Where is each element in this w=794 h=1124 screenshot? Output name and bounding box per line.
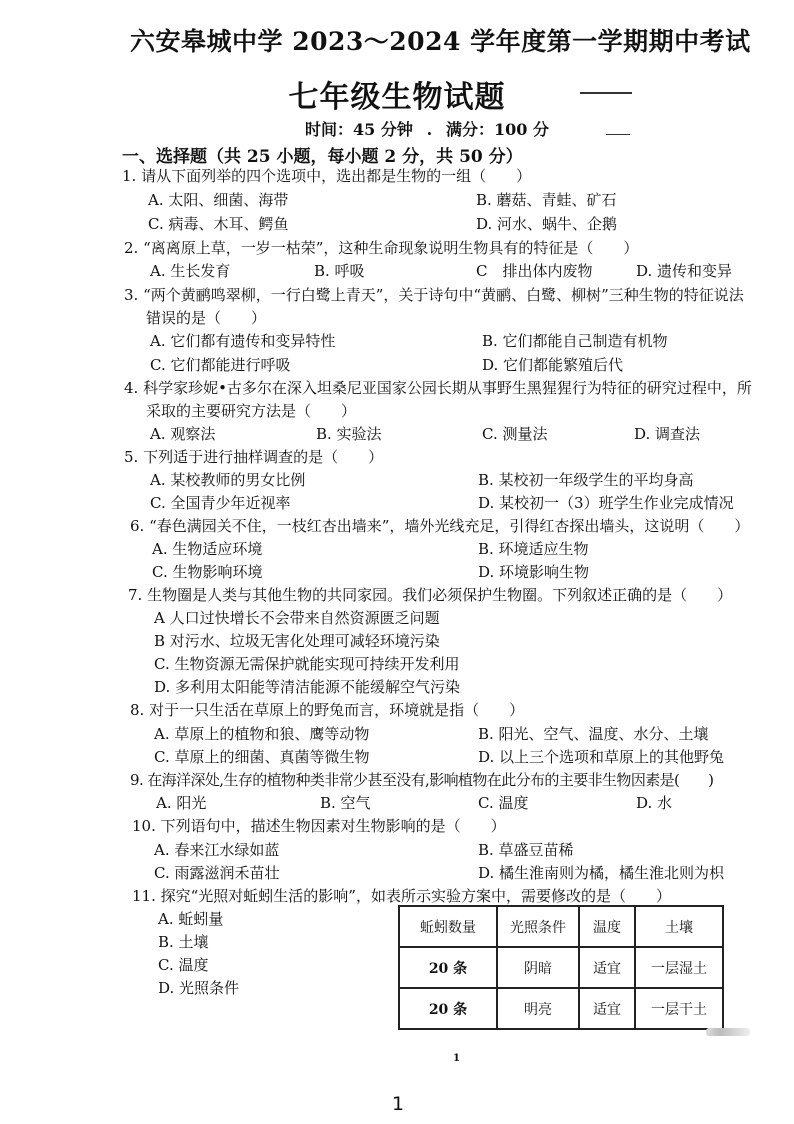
- question-option: C. 温度: [478, 794, 529, 812]
- scanned-page-number: 1: [453, 1053, 460, 1064]
- scan-artifact-line: [580, 92, 632, 94]
- question-option: C 排出体内废物: [476, 262, 593, 280]
- table-row: [399, 988, 723, 1029]
- table-header-cell: 土壤: [635, 906, 723, 947]
- question-option: A. 太阳、细菌、海带: [148, 191, 289, 209]
- table-row: [399, 947, 723, 988]
- question-option: C. 温度: [158, 956, 209, 974]
- table-cell: 一层干土: [635, 988, 723, 1029]
- question-stem: 10. 下列语句中，描述生物因素对生物影响的是（ ）: [132, 817, 506, 835]
- table-cell: 20 条: [399, 988, 497, 1029]
- table-cell: 明亮: [497, 988, 579, 1029]
- question-stem: 8. 对于一只生活在草原上的野兔而言，环境就是指（ ）: [130, 701, 525, 719]
- question-option: D. 调查法: [634, 425, 701, 443]
- section-title: 一、选择题（共 25 小题，每小题 2 分，共 50 分）: [122, 147, 523, 167]
- question-option: B. 它们都能自己制造有机物: [482, 332, 668, 350]
- table-cell: 适宜: [579, 947, 635, 988]
- question-option: D. 它们都能繁殖后代: [482, 356, 624, 374]
- question-stem: 1. 请从下面列举的四个选项中，选出都是生物的一组（ ）: [122, 167, 532, 185]
- experiment-table: [398, 905, 724, 1030]
- question-option: A. 阳光: [156, 794, 207, 812]
- question-option: D. 以上三个选项和草原上的其他野兔: [478, 748, 725, 766]
- question-stem: 7. 生物圈是人类与其他生物的共同家园。我们必须保护生物圈。下列叙述正确的是（ ）: [128, 586, 733, 604]
- question-option: D. 水: [636, 794, 673, 812]
- table-cell: 20 条: [399, 947, 497, 988]
- question-option: B. 某校初一年级学生的平均身高: [478, 471, 694, 489]
- question-stem: 3. “两个黄鹂鸣翠柳，一行白鹭上青天”，关于诗句中“黄鹂、白鹭、柳树”三种生物的特征说法: [124, 286, 744, 304]
- question-option: D. 橘生淮南则为橘，橘生淮北则为枳: [478, 864, 725, 882]
- scan-smudge: [706, 1028, 750, 1036]
- exam-info: 时间：45 分钟 . 满分：100 分: [305, 120, 549, 139]
- question-option: D. 环境影响生物: [478, 563, 590, 581]
- question-option: C. 测量法: [482, 425, 548, 443]
- question-option: D. 多利用太阳能等清洁能源不能缓解空气污染: [154, 678, 461, 696]
- table-header-cell: 蚯蚓数量: [399, 906, 497, 947]
- question-stem: 9. 在海洋深处,生存的植物种类非常少甚至没有,影响植物在此分布的主要非生物因素是( ): [130, 771, 714, 789]
- question-option: C. 雨露滋润禾苗壮: [154, 864, 280, 882]
- table-cell: 适宜: [579, 988, 635, 1029]
- question-option: B. 呼吸: [314, 262, 365, 280]
- question-stem: 6. “春色满园关不住，一枝红杏出墙来”，墙外光线充足，引得红杏探出墙头，这说明（ ）: [130, 517, 750, 535]
- time-limit: 时间：45 分钟: [305, 120, 413, 139]
- question-option: D. 遗传和变异: [636, 262, 733, 280]
- full-score: 满分：100 分: [446, 120, 549, 139]
- table-header-cell: 温度: [579, 906, 635, 947]
- question-option: D. 河水、蜗牛、企鹅: [476, 215, 618, 233]
- question-option: B. 土壤: [158, 933, 209, 951]
- question-option: B. 阳光、空气、温度、水分、土壤: [478, 725, 709, 743]
- question-option: C. 它们都能进行呼吸: [150, 356, 291, 374]
- exam-subject-title: 七年级生物试题: [288, 80, 506, 115]
- table-cell: 一层湿土: [635, 947, 723, 988]
- question-option: A. 蚯蚓量: [158, 910, 224, 928]
- question-stem: 11. 探究“光照对蚯蚓生活的影响”，如表所示实验方案中，需要修改的是（ ）: [132, 887, 671, 905]
- table-header-row: [399, 906, 723, 947]
- question-stem: 4. 科学家珍妮•古多尔在深入坦桑尼亚国家公园长期从事野生黑猩猩行为特征的研究过程中，所: [124, 379, 752, 397]
- school-exam-title: 六安皋城中学 2023～2024 学年度第一学期期中考试: [130, 27, 751, 56]
- question-stem: 采取的主要研究方法是（ ）: [146, 402, 357, 420]
- table-cell: 阴暗: [497, 947, 579, 988]
- question-option: C. 生物影响环境: [152, 563, 263, 581]
- page-number: 1: [392, 1093, 405, 1115]
- question-option: A. 生长发育: [150, 262, 231, 280]
- table-header-cell: 光照条件: [497, 906, 579, 947]
- question-option: B. 空气: [320, 794, 371, 812]
- question-option: A. 草原上的植物和狼、鹰等动物: [154, 725, 370, 743]
- question-option: A. 观察法: [150, 425, 216, 443]
- question-option: C. 全国青少年近视率: [150, 494, 291, 512]
- question-stem: 5. 下列适于进行抽样调查的是（ ）: [124, 448, 384, 466]
- question-option: A. 它们都有遗传和变异特性: [150, 332, 336, 350]
- question-option: C. 病毒、木耳、鳄鱼: [148, 215, 289, 233]
- question-option: A. 生物适应环境: [152, 540, 263, 558]
- question-option: A. 春来江水绿如蓝: [154, 841, 280, 859]
- question-option: B. 蘑菇、青蛙、矿石: [476, 191, 617, 209]
- question-option: C. 生物资源无需保护就能实现可持续开发利用: [154, 655, 460, 673]
- question-option: B. 实验法: [316, 425, 382, 443]
- question-option: D. 光照条件: [158, 979, 240, 997]
- question-stem: 错误的是（ ）: [146, 309, 267, 327]
- question-option: B. 草盛豆苗稀: [478, 841, 574, 859]
- question-option: B. 环境适应生物: [478, 540, 589, 558]
- question-option: B 对污水、垃圾无害化处理可减轻环境污染: [154, 632, 440, 650]
- question-option: A 人口过快增长不会带来自然资源匮乏问题: [154, 609, 440, 627]
- question-option: A. 某校教师的男女比例: [150, 471, 306, 489]
- question-option: C. 草原上的细菌、真菌等微生物: [154, 748, 370, 766]
- question-stem: 2. “离离原上草，一岁一枯荣”，这种生命现象说明生物具有的特征是（ ）: [124, 239, 639, 257]
- question-option: D. 某校初一（3）班学生作业完成情况: [478, 494, 734, 512]
